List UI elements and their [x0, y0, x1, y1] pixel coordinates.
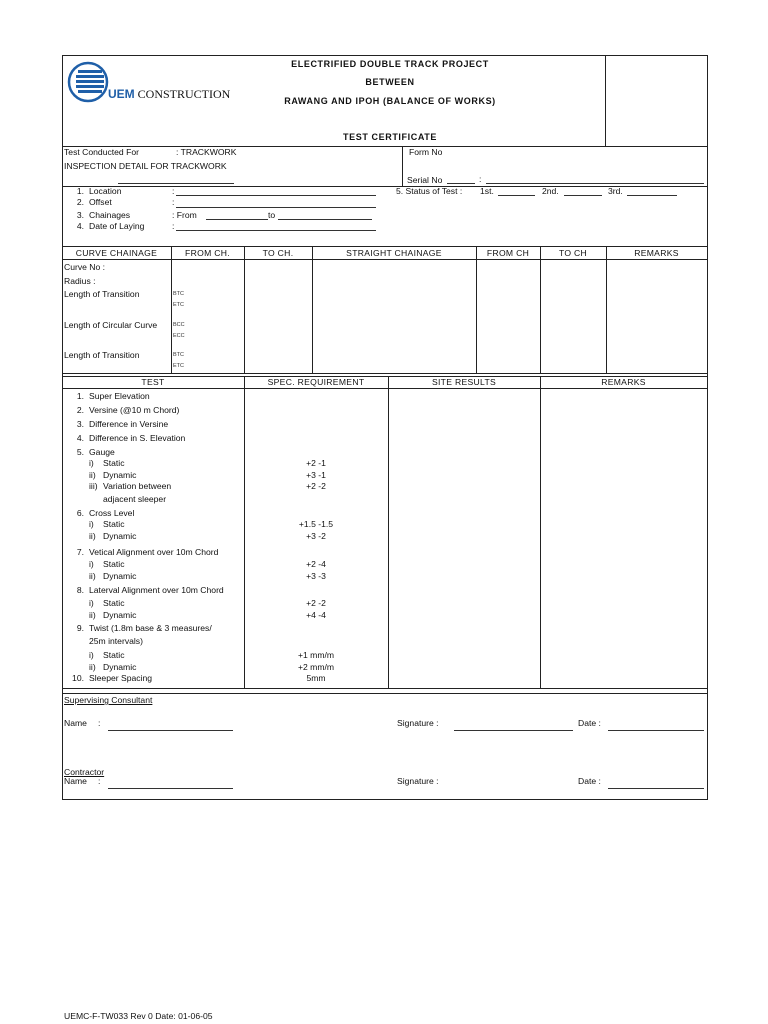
- test-row-spec: +4 -4: [306, 610, 326, 620]
- consultant-date-input[interactable]: [608, 730, 704, 731]
- consultant-name-label: Name: [64, 718, 87, 728]
- col-curve-chainage: CURVE CHAINAGE: [75, 248, 158, 258]
- test-row-label: Difference in S. Elevation: [89, 433, 186, 443]
- test-row-label: Static: [103, 598, 125, 608]
- status-2nd-input[interactable]: [564, 195, 602, 196]
- contractor-date-label: Date :: [578, 776, 601, 786]
- test-row-number: 5.: [76, 447, 84, 457]
- serial-no-colon: :: [479, 174, 482, 184]
- contractor-signature-label: Signature :: [397, 776, 439, 786]
- code-btc-1: BTC: [173, 291, 184, 297]
- project-title-line3: RAWANG AND IPOH (BALANCE OF WORKS): [284, 96, 496, 106]
- test-row-label: Twist (1.8m base & 3 measures/: [89, 623, 212, 633]
- inspection-detail: INSPECTION DETAIL FOR TRACKWORK: [64, 161, 227, 171]
- code-btc-2: BTC: [173, 352, 184, 358]
- test-row-label: Dynamic: [103, 470, 137, 480]
- test-row-number: i): [89, 458, 94, 468]
- test-row-label: 25m intervals): [89, 636, 143, 646]
- test-row-number: i): [89, 559, 94, 569]
- test-row-spec: +3 -2: [306, 531, 326, 541]
- contractor-date-input[interactable]: [608, 788, 704, 789]
- company-logo: [66, 61, 236, 105]
- row-radius: Radius :: [64, 276, 96, 286]
- test-row-number: 9.: [76, 623, 84, 633]
- col-straight-chainage: STRAIGHT CHAINAGE: [346, 248, 442, 258]
- serial-no-label: Serial No: [407, 175, 443, 185]
- test-row-label: Static: [103, 458, 125, 468]
- consultant-date-label: Date :: [578, 718, 601, 728]
- document-reference: UEMC-F-TW033 Rev 0 Date: 01-06-05: [64, 1011, 213, 1021]
- test-row-label: Dynamic: [103, 531, 137, 541]
- project-title-line1: ELECTRIFIED DOUBLE TRACK PROJECT: [291, 59, 489, 69]
- test-row-spec: +2 -2: [306, 481, 326, 491]
- test-row-spec: +3 -1: [306, 470, 326, 480]
- test-row-spec: +2 -2: [306, 598, 326, 608]
- test-row-number: 2.: [76, 405, 84, 415]
- test-conducted-for-label: Test Conducted For: [64, 147, 139, 157]
- test-row-spec: +2 mm/m: [297, 662, 335, 672]
- test-row-label: Dynamic: [103, 571, 137, 581]
- code-etc-1: ETC: [173, 302, 184, 308]
- test-row-label: Dynamic: [103, 610, 137, 620]
- test-row-number: i): [89, 519, 94, 529]
- row-curve-no: Curve No :: [64, 262, 106, 272]
- test-row-label: Sleeper Spacing: [89, 673, 153, 683]
- chainage-to-input[interactable]: [278, 219, 372, 220]
- chainage-from-input[interactable]: [206, 219, 268, 220]
- row-length-transition-2: Length of Transition: [64, 350, 140, 360]
- col-from-ch-2: FROM CH: [486, 248, 530, 258]
- col-remarks: REMARKS: [634, 248, 679, 258]
- test-row-label: adjacent sleeper: [103, 494, 167, 504]
- uem-globe-icon: [66, 61, 110, 105]
- test-row-spec: +2 -4: [306, 559, 326, 569]
- contractor-name-label: Name: [64, 776, 87, 786]
- test-row-label: Static: [103, 650, 125, 660]
- consultant-signature-label: Signature :: [397, 718, 439, 728]
- col-from-ch: FROM CH.: [185, 248, 230, 258]
- test-row-label: Versine (@10 m Chord): [89, 405, 180, 415]
- test-row-spec: +1.5 -1.5: [298, 519, 334, 529]
- inspection-underline: [118, 183, 234, 184]
- test-row-number: i): [89, 598, 94, 608]
- code-ecc: ECC: [173, 333, 185, 339]
- col-site-results: SITE RESULTS: [431, 377, 497, 387]
- consultant-signature-input[interactable]: [454, 730, 573, 731]
- test-row-number: iii): [89, 481, 98, 491]
- test-row-number: ii): [89, 571, 96, 581]
- row-length-circular: Length of Circular Curve: [64, 320, 158, 330]
- test-row-label: Laterval Alignment over 10m Chord: [89, 585, 224, 595]
- test-row-number: 10.: [72, 673, 84, 683]
- test-row-label: Static: [103, 519, 125, 529]
- test-row-label: Static: [103, 559, 125, 569]
- contractor-label: Contractor: [64, 767, 105, 777]
- location-input[interactable]: [176, 195, 376, 196]
- col-test: TEST: [141, 377, 165, 387]
- test-row-number: 3.: [76, 419, 84, 429]
- brand-name: UEM: [108, 87, 135, 101]
- col-test-remarks: REMARKS: [601, 377, 646, 387]
- date-of-laying-input[interactable]: [176, 230, 376, 231]
- test-row-number: 8.: [76, 585, 84, 595]
- document-title: TEST CERTIFICATE: [343, 132, 437, 142]
- col-to-ch-2: TO CH: [558, 248, 588, 258]
- test-row-label: Variation between: [103, 481, 172, 491]
- test-row-spec: +3 -3: [306, 571, 326, 581]
- test-row-number: 7.: [76, 547, 84, 557]
- consultant-name-input[interactable]: [108, 730, 233, 731]
- code-etc-2: ETC: [173, 363, 184, 369]
- col-spec-requirement: SPEC. REQUIREMENT: [267, 377, 365, 387]
- test-row-number: 6.: [76, 508, 84, 518]
- test-row-number: i): [89, 650, 94, 660]
- test-row-number: 1.: [76, 391, 84, 401]
- test-row-label: Vetical Alignment over 10m Chord: [89, 547, 219, 557]
- consultant-label: Supervising Consultant: [64, 695, 153, 705]
- test-row-number: 4.: [76, 433, 84, 443]
- status-3rd-input[interactable]: [627, 195, 677, 196]
- form-no-label: Form No: [409, 147, 443, 157]
- company-name: CONSTRUCTION: [137, 87, 231, 101]
- contractor-name-input[interactable]: [108, 788, 233, 789]
- test-row-number: ii): [89, 662, 96, 672]
- test-row-number: ii): [89, 531, 96, 541]
- test-row-spec: +2 -1: [306, 458, 326, 468]
- col-to-ch: TO CH.: [262, 248, 294, 258]
- test-row-spec: 5mm: [306, 673, 326, 683]
- test-row-number: ii): [89, 610, 96, 620]
- test-row-number: ii): [89, 470, 96, 480]
- project-title-line2: BETWEEN: [365, 77, 415, 87]
- code-bcc: BCC: [173, 322, 185, 328]
- status-1st-input[interactable]: [498, 195, 535, 196]
- test-row-label: Cross Level: [89, 508, 135, 518]
- offset-input[interactable]: [176, 207, 376, 208]
- test-row-label: Dynamic: [103, 662, 137, 672]
- test-row-label: Super Elevation: [89, 391, 150, 401]
- test-row-spec: +1 mm/m: [297, 650, 335, 660]
- row-length-transition-1: Length of Transition: [64, 289, 140, 299]
- test-row-label: Gauge: [89, 447, 115, 457]
- test-row-label: Difference in Versine: [89, 419, 169, 429]
- serial-no-field[interactable]: [486, 183, 704, 184]
- test-conducted-for-value: : TRACKWORK: [176, 147, 237, 157]
